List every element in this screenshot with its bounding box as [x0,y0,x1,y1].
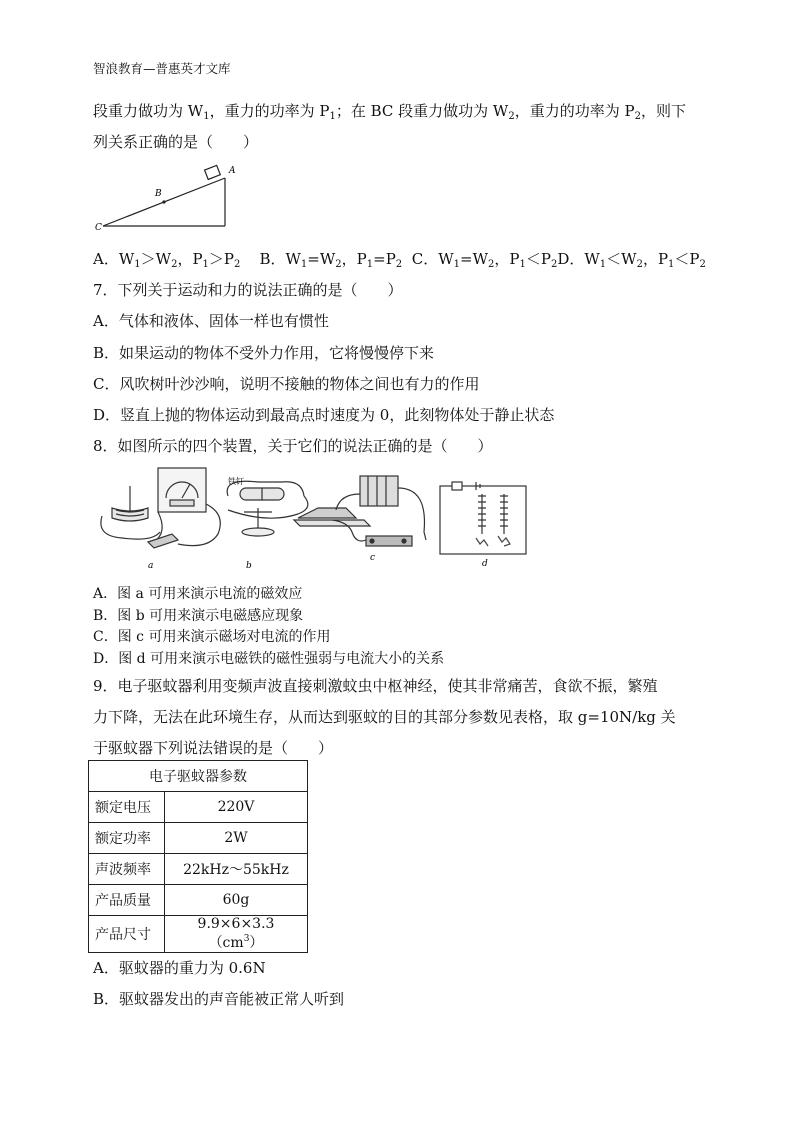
label-b: B [155,189,162,199]
row-value: 220V [165,792,308,823]
table-row [89,854,308,885]
table-row [89,885,308,916]
q9-option-a[interactable]: A．驱蚊器的重力为 0.6N [93,959,266,977]
row-label: 额定电压 [89,792,165,823]
row-label: 声波频率 [89,854,165,885]
q8-apparatus-figure [98,464,538,572]
fig-b-label: b [246,561,252,571]
row-value: 22kHz～55kHz [165,854,308,885]
q9-stem-line1: 9．电子驱蚊器利用变频声波直接刺激蚊虫中枢神经，使其非常痛苦，食欲不振，繁殖 [93,677,658,695]
table-row [89,916,308,953]
row-label: 额定功率 [89,823,165,854]
q8-option-b[interactable]: B．图 b 可用来演示电磁感应现象 [93,608,304,624]
q8-option-a[interactable]: A．图 a 可用来演示电流的磁效应 [93,586,303,602]
q6-stem-line2: 列关系正确的是（ ） [93,133,259,151]
fig-b-tag: 铁钉 [228,477,244,486]
table-row [89,792,308,823]
apparatus-a [101,468,220,548]
row-value: $9.9\times 6\times 3.3(cm^3)$ [165,916,308,953]
q6-option-d[interactable]: D．$W_1<W_2$，$P_1<P_2$ [557,250,706,270]
q6-options [93,248,706,270]
fig-a-label: a [148,561,154,571]
row-value: 60g [165,885,308,916]
row-label: 产品尺寸 [89,916,165,953]
row-label: 产品质量 [89,885,165,916]
block-on-incline [205,165,221,179]
apparatus-b [227,481,308,536]
q7-option-c[interactable]: C．风吹树叶沙沙响，说明不接触的物体之间也有力的作用 [93,375,480,393]
spec-table [88,760,308,953]
q8-option-d[interactable]: D．图 d 可用来演示电磁铁的磁性强弱与电流大小的关系 [93,651,445,667]
q9-stem-line2: 力下降，无法在此环境生存，从而达到驱蚊的目的其部分参数见表格，取 g=10N/kg 关 [93,708,676,726]
q7-option-a[interactable]: A．气体和液体、固体一样也有惯性 [93,312,329,330]
apparatus-c [294,476,426,546]
q8-stem: 8．如图所示的四个装置，关于它们的说法正确的是（ ） [93,437,493,455]
q7-stem: 7．下列关于运动和力的说法正确的是（ ） [93,281,403,299]
row-value: 2W [165,823,308,854]
q7-option-d[interactable]: D．竖直上抛的物体运动到最高点时速度为 0，此刻物体处于静止状态 [93,406,555,424]
label-a: A [229,166,236,176]
q9-option-b[interactable]: B．驱蚊器发出的声音能被正常人听到 [93,990,345,1008]
table-title-row [89,761,308,792]
q7-option-b[interactable]: B．如果运动的物体不受外力作用，它将慢慢停下来 [93,344,435,362]
q6-option-c[interactable]: C．$W_1=W_2$，$P_1<P_2$ [411,250,558,270]
q6-option-a[interactable]: A．$W_1>W_2$，$P_1>P_2$ [93,250,241,270]
label-c: C [95,223,102,233]
incline-figure [93,160,243,234]
point-b-dot [162,200,165,203]
document-header: 智浪教育—普惠英才文库 [93,61,231,76]
q8-option-c[interactable]: C．图 c 可用来演示磁场对电流的作用 [93,629,331,645]
fig-d-label: d [482,559,488,569]
table-title: 电子驱蚊器参数 [89,761,308,792]
apparatus-d [440,482,526,554]
q6-stem-line1: 段重力做功为 $W_1$，重力的功率为 $P_1$；在 BC 段重力做功为 $W_2$，重力的功率为 $P_2$，则下 [93,102,686,122]
q9-stem-line3: 于驱蚊器下列说法错误的是（ ） [93,739,334,757]
fig-c-label: c [370,553,376,563]
table-row [89,823,308,854]
q6-option-b[interactable]: B．$W_1=W_2$，$P_1=P_2$ [259,250,403,270]
